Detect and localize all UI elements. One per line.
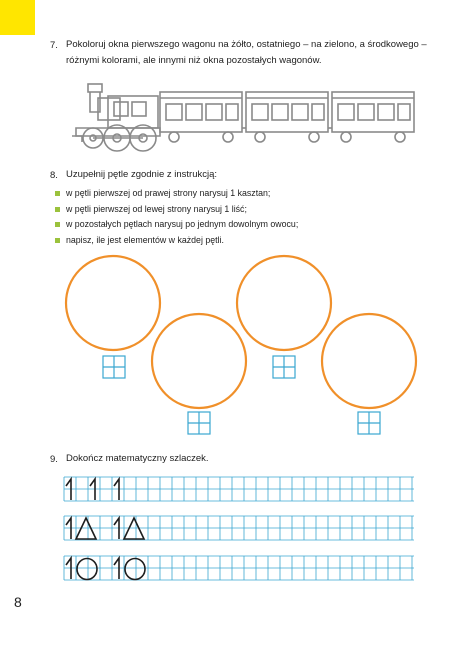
digit-zero [125, 559, 145, 580]
digit-one [90, 479, 95, 500]
answer-boxes [103, 356, 380, 434]
answer-box[interactable] [273, 356, 295, 378]
task-7-number: 7. [50, 40, 58, 51]
pattern-row-1 [66, 479, 119, 500]
locomotive [72, 84, 160, 151]
loop-2[interactable] [152, 314, 246, 408]
task-8-line-1: Uzupełnij pętle zgodnie z instrukcją: [66, 169, 218, 180]
bullet-item: w pętli pierwszej od lewej strony narysuj 1 liść; [55, 202, 298, 218]
loop-4[interactable] [322, 314, 416, 408]
digit-one [114, 518, 119, 539]
page-number: 8 [14, 594, 22, 610]
pattern-row-3 [66, 558, 145, 580]
train-illustration [72, 84, 414, 151]
loops [66, 256, 416, 408]
bullet-item: w pozostałych pętlach narysuj po jednym dowolnym owocu; [55, 217, 298, 233]
pattern-row-2 [66, 518, 144, 539]
wagon-3 [332, 92, 414, 142]
digit-one [114, 558, 119, 579]
task-7-line-1: Pokoloruj okna pierwszego wagonu na żółto, ostatniego – na zielono, a środkowego – [66, 39, 427, 50]
bullet-item: w pętli pierwszej od prawej strony narysuj 1 kasztan; [55, 186, 298, 202]
digit-zero [77, 559, 97, 580]
loop-3[interactable] [237, 256, 331, 350]
task-9-number: 9. [50, 454, 58, 465]
task-9-line-1: Dokończ matematyczny szlaczek. [66, 453, 209, 464]
triangle-shape [124, 518, 144, 539]
answer-box[interactable] [188, 412, 210, 434]
task-7-line-2: różnymi kolorami, ale innymi niż okna pozostałych wagonów. [66, 55, 322, 66]
digit-one [66, 518, 71, 539]
wagon-1 [160, 92, 242, 142]
answer-box[interactable] [103, 356, 125, 378]
triangle-shape [76, 518, 96, 539]
digit-one [66, 558, 71, 579]
bullet-item: napisz, ile jest elementów w każdej pętli. [55, 233, 298, 249]
task-8-number: 8. [50, 170, 58, 181]
pattern-grid-3[interactable] [64, 556, 414, 580]
digit-one [66, 479, 71, 500]
pattern-grid-2[interactable] [64, 516, 414, 540]
digit-one [114, 479, 119, 500]
wagon-2 [246, 92, 328, 142]
pattern-grid-1[interactable] [64, 477, 414, 501]
answer-box[interactable] [358, 412, 380, 434]
loop-1[interactable] [66, 256, 160, 350]
